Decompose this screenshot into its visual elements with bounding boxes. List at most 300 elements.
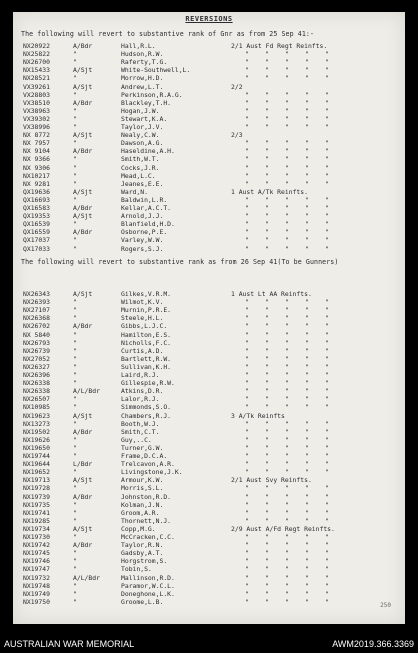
service-number: NX 9281 bbox=[23, 179, 50, 188]
ditto-mark: " bbox=[245, 114, 249, 123]
ditto-mark: " bbox=[325, 244, 329, 253]
roll-entry bbox=[13, 436, 405, 444]
rank: " bbox=[73, 179, 77, 188]
service-number: QX17037 bbox=[23, 236, 50, 245]
roll-entry bbox=[13, 525, 405, 533]
roll-entry bbox=[13, 363, 405, 371]
service-number: NX26343 bbox=[23, 290, 50, 298]
ditto-mark: " bbox=[305, 179, 309, 188]
ditto-mark: " bbox=[245, 123, 249, 131]
service-number: NX26327 bbox=[23, 362, 50, 371]
ditto-mark: " bbox=[265, 387, 269, 396]
rank: " bbox=[73, 362, 77, 371]
service-number: NX26396 bbox=[23, 371, 50, 379]
rank: " bbox=[73, 163, 77, 172]
service-number: QX16583 bbox=[23, 204, 50, 212]
soldier-name: Gillespie,R.W. bbox=[121, 379, 175, 388]
rank: " bbox=[73, 419, 77, 428]
ditto-mark: " bbox=[265, 371, 269, 379]
soldier-name: Laird,R.J. bbox=[121, 371, 160, 379]
rank: A/Sjt bbox=[73, 82, 93, 91]
ditto-mark: " bbox=[285, 236, 289, 245]
roll-entry bbox=[13, 331, 405, 339]
rank: " bbox=[73, 195, 77, 204]
rank: A/Bdr bbox=[73, 147, 93, 156]
roll-entry bbox=[13, 412, 405, 420]
document-page bbox=[13, 12, 405, 624]
ditto-mark: " bbox=[245, 419, 249, 428]
ditto-mark: " bbox=[285, 541, 289, 550]
service-number: NX26700 bbox=[23, 58, 50, 67]
roll-entry bbox=[13, 91, 405, 99]
roll-entry bbox=[13, 245, 405, 253]
ditto-mark: " bbox=[265, 195, 269, 204]
rank: " bbox=[73, 50, 77, 59]
ditto-mark: " bbox=[265, 155, 269, 164]
unit: 2/2 bbox=[231, 82, 243, 91]
ditto-mark: " bbox=[245, 306, 249, 315]
soldier-name: Horgstrom,S. bbox=[121, 557, 168, 566]
ditto-mark: " bbox=[265, 443, 269, 452]
service-number: NX13273 bbox=[23, 419, 50, 428]
service-number: NX19742 bbox=[23, 541, 50, 550]
soldier-name: Frame,D.C.A. bbox=[121, 452, 168, 460]
ditto-mark: " bbox=[285, 90, 289, 99]
ditto-mark: " bbox=[325, 139, 329, 148]
ditto-mark: " bbox=[305, 90, 309, 99]
service-number: NX26393 bbox=[23, 298, 50, 307]
ditto-mark: " bbox=[305, 395, 309, 404]
soldier-name: Nicholls,F.C. bbox=[121, 338, 172, 347]
soldier-name: Osborne,P.E. bbox=[121, 228, 168, 237]
ditto-mark: " bbox=[325, 346, 329, 355]
intro-line-1: The following will revert to substantive rank of Gnr as from 25 Sep 41:- bbox=[21, 30, 315, 38]
soldier-name: Ward,N. bbox=[121, 187, 148, 196]
service-number: NX19749 bbox=[23, 589, 50, 598]
roll-entry bbox=[13, 107, 405, 115]
ditto-mark: " bbox=[285, 492, 289, 501]
ditto-mark: " bbox=[285, 573, 289, 582]
roll-entry bbox=[13, 220, 405, 228]
ditto-mark: " bbox=[245, 508, 249, 517]
ditto-mark: " bbox=[325, 58, 329, 67]
ditto-mark: " bbox=[285, 419, 289, 428]
rank: A/Sjt bbox=[73, 411, 93, 420]
ditto-mark: " bbox=[305, 114, 309, 123]
ditto-mark: " bbox=[325, 155, 329, 164]
ditto-mark: " bbox=[265, 244, 269, 253]
ditto-mark: " bbox=[305, 597, 309, 606]
soldier-name: Mead,L.C. bbox=[121, 171, 156, 180]
ditto-mark: " bbox=[285, 508, 289, 517]
service-number: NX19728 bbox=[23, 484, 50, 493]
ditto-mark: " bbox=[265, 171, 269, 180]
roll-entry bbox=[13, 493, 405, 501]
roll-entry bbox=[13, 115, 405, 123]
ditto-mark: " bbox=[285, 314, 289, 323]
service-number: NX19747 bbox=[23, 565, 50, 574]
ditto-mark: " bbox=[265, 597, 269, 606]
ditto-mark: " bbox=[325, 597, 329, 606]
roll-entry bbox=[13, 236, 405, 244]
rank: " bbox=[73, 597, 77, 606]
ditto-mark: " bbox=[305, 236, 309, 245]
archive-reference: AWM2019.366.3369 bbox=[332, 639, 414, 649]
ditto-mark: " bbox=[265, 516, 269, 525]
soldier-name: Cocks,J.R. bbox=[121, 163, 160, 172]
ditto-mark: " bbox=[285, 387, 289, 396]
ditto-mark: " bbox=[325, 516, 329, 525]
ditto-mark: " bbox=[325, 106, 329, 115]
soldier-name: Groom,A.R. bbox=[121, 508, 160, 517]
ditto-mark: " bbox=[265, 98, 269, 107]
ditto-mark: " bbox=[325, 298, 329, 307]
ditto-mark: " bbox=[245, 212, 249, 221]
ditto-mark: " bbox=[325, 171, 329, 180]
rank: " bbox=[73, 106, 77, 115]
ditto-mark: " bbox=[245, 597, 249, 606]
soldier-name: McCracken,C.C. bbox=[121, 533, 175, 541]
service-number: NX26739 bbox=[23, 346, 50, 355]
ditto-mark: " bbox=[325, 74, 329, 83]
ditto-mark: " bbox=[285, 306, 289, 315]
roll-entry bbox=[13, 444, 405, 452]
soldier-name: Andrew,L.T. bbox=[121, 82, 164, 91]
ditto-mark: " bbox=[285, 533, 289, 541]
ditto-mark: " bbox=[305, 371, 309, 379]
service-number: VX39261 bbox=[23, 82, 50, 91]
ditto-mark: " bbox=[325, 435, 329, 444]
ditto-mark: " bbox=[325, 236, 329, 245]
ditto-mark: " bbox=[265, 314, 269, 323]
ditto-mark: " bbox=[265, 557, 269, 566]
soldier-name: Rogers,S.J. bbox=[121, 244, 164, 253]
ditto-mark: " bbox=[325, 195, 329, 204]
service-number: NX19739 bbox=[23, 492, 50, 501]
ditto-mark: " bbox=[305, 549, 309, 558]
ditto-mark: " bbox=[265, 330, 269, 339]
ditto-mark: " bbox=[305, 155, 309, 164]
ditto-mark: " bbox=[285, 597, 289, 606]
rank: " bbox=[73, 443, 77, 452]
soldier-name: Armour,K.W. bbox=[121, 476, 164, 485]
service-number: NX19652 bbox=[23, 468, 50, 477]
ditto-mark: " bbox=[245, 74, 249, 83]
rank: " bbox=[73, 58, 77, 67]
rank: " bbox=[73, 516, 77, 525]
ditto-mark: " bbox=[325, 427, 329, 436]
rank: " bbox=[73, 589, 77, 598]
ditto-mark: " bbox=[285, 106, 289, 115]
roll-entry bbox=[13, 131, 405, 139]
ditto-mark: " bbox=[245, 371, 249, 379]
soldier-name: Trelcavon,A.R. bbox=[121, 460, 175, 469]
rank: A/Bdr bbox=[73, 322, 93, 331]
service-number: NX 7957 bbox=[23, 139, 50, 148]
ditto-mark: " bbox=[245, 435, 249, 444]
soldier-name: Smith,W.T. bbox=[121, 155, 160, 164]
ditto-mark: " bbox=[265, 468, 269, 477]
roll-entry bbox=[13, 322, 405, 330]
ditto-mark: " bbox=[305, 387, 309, 396]
roll-entry bbox=[13, 387, 405, 395]
ditto-mark: " bbox=[305, 106, 309, 115]
ditto-mark: " bbox=[245, 171, 249, 180]
ditto-mark: " bbox=[305, 427, 309, 436]
roll-entry bbox=[13, 501, 405, 509]
service-number: NX10985 bbox=[23, 403, 50, 412]
ditto-mark: " bbox=[265, 573, 269, 582]
ditto-mark: " bbox=[305, 492, 309, 501]
ditto-mark: " bbox=[285, 443, 289, 452]
roll-entry bbox=[13, 66, 405, 74]
ditto-mark: " bbox=[265, 541, 269, 550]
ditto-mark: " bbox=[245, 387, 249, 396]
ditto-mark: " bbox=[245, 163, 249, 172]
ditto-mark: " bbox=[325, 314, 329, 323]
rank: " bbox=[73, 338, 77, 347]
rank: " bbox=[73, 314, 77, 323]
ditto-mark: " bbox=[245, 314, 249, 323]
rank: " bbox=[73, 123, 77, 131]
ditto-mark: " bbox=[245, 403, 249, 412]
ditto-mark: " bbox=[265, 322, 269, 331]
ditto-mark: " bbox=[285, 516, 289, 525]
soldier-name: Kellar,A.C.T. bbox=[121, 204, 172, 212]
ditto-mark: " bbox=[265, 354, 269, 363]
ditto-mark: " bbox=[305, 195, 309, 204]
service-number: QX19636 bbox=[23, 187, 50, 196]
unit: 2/3 bbox=[231, 131, 243, 140]
ditto-mark: " bbox=[305, 435, 309, 444]
ditto-mark: " bbox=[325, 452, 329, 460]
soldier-name: Arnold,J.J. bbox=[121, 212, 164, 221]
rank: A/Sjt bbox=[73, 66, 93, 75]
ditto-mark: " bbox=[305, 557, 309, 566]
ditto-mark: " bbox=[265, 452, 269, 460]
rank: " bbox=[73, 557, 77, 566]
ditto-mark: " bbox=[245, 50, 249, 59]
ditto-mark: " bbox=[245, 155, 249, 164]
ditto-mark: " bbox=[245, 244, 249, 253]
rank: A/Sjt bbox=[73, 476, 93, 485]
ditto-mark: " bbox=[285, 123, 289, 131]
ditto-mark: " bbox=[325, 541, 329, 550]
ditto-mark: " bbox=[265, 179, 269, 188]
soldier-name: Dawson,A.G. bbox=[121, 139, 164, 148]
ditto-mark: " bbox=[285, 98, 289, 107]
service-number: VX39302 bbox=[23, 114, 50, 123]
roll-entry bbox=[13, 582, 405, 590]
service-number: QX16693 bbox=[23, 195, 50, 204]
ditto-mark: " bbox=[285, 66, 289, 75]
soldier-name: Gilkes,V.R.M. bbox=[121, 290, 172, 298]
ditto-mark: " bbox=[325, 371, 329, 379]
roll-entry bbox=[13, 574, 405, 582]
ditto-mark: " bbox=[305, 58, 309, 67]
ditto-mark: " bbox=[305, 508, 309, 517]
rank: " bbox=[73, 565, 77, 574]
rank: " bbox=[73, 354, 77, 363]
soldier-name: Steele,H.L. bbox=[121, 314, 164, 323]
rank: " bbox=[73, 236, 77, 245]
service-number: VX38510 bbox=[23, 98, 50, 107]
ditto-mark: " bbox=[305, 516, 309, 525]
ditto-mark: " bbox=[265, 338, 269, 347]
rank: " bbox=[73, 549, 77, 558]
ditto-mark: " bbox=[265, 403, 269, 412]
service-number: NX27107 bbox=[23, 306, 50, 315]
unit: 2/1 Aust Fd Regt Reinfts. bbox=[231, 42, 328, 50]
roll-entry bbox=[13, 420, 405, 428]
service-number: VX38996 bbox=[23, 123, 50, 131]
ditto-mark: " bbox=[245, 220, 249, 229]
ditto-mark: " bbox=[305, 468, 309, 477]
roll-entry bbox=[13, 123, 405, 131]
service-number: NX26702 bbox=[23, 322, 50, 331]
rank: " bbox=[73, 220, 77, 229]
rank: A/L/Bdr bbox=[73, 573, 100, 582]
rank: " bbox=[73, 500, 77, 509]
ditto-mark: " bbox=[325, 508, 329, 517]
roll-entry bbox=[13, 549, 405, 557]
rank: A/Bdr bbox=[73, 492, 93, 501]
soldier-name: Copp,M.G. bbox=[121, 524, 156, 533]
roll-entry bbox=[13, 314, 405, 322]
ditto-mark: " bbox=[265, 236, 269, 245]
ditto-mark: " bbox=[245, 298, 249, 307]
ditto-mark: " bbox=[305, 147, 309, 156]
ditto-mark: " bbox=[265, 220, 269, 229]
ditto-mark: " bbox=[305, 139, 309, 148]
ditto-mark: " bbox=[265, 533, 269, 541]
ditto-mark: " bbox=[285, 589, 289, 598]
ditto-mark: " bbox=[285, 322, 289, 331]
soldier-name: Curtis,A.D. bbox=[121, 346, 164, 355]
ditto-mark: " bbox=[285, 139, 289, 148]
soldier-name: Perkinson,R.A.G. bbox=[121, 90, 183, 99]
ditto-mark: " bbox=[245, 565, 249, 574]
ditto-mark: " bbox=[285, 58, 289, 67]
roll-entry bbox=[13, 468, 405, 476]
rank: " bbox=[73, 371, 77, 379]
ditto-mark: " bbox=[265, 395, 269, 404]
service-number: NX19732 bbox=[23, 573, 50, 582]
ditto-mark: " bbox=[245, 147, 249, 156]
rank: A/Sjt bbox=[73, 212, 93, 221]
ditto-mark: " bbox=[285, 204, 289, 212]
soldier-name: Hamilton,E.S. bbox=[121, 330, 172, 339]
rank: " bbox=[73, 171, 77, 180]
service-number: NX 9306 bbox=[23, 163, 50, 172]
ditto-mark: " bbox=[305, 500, 309, 509]
ditto-mark: " bbox=[305, 330, 309, 339]
roll-entry bbox=[13, 172, 405, 180]
rank: A/Sjt bbox=[73, 131, 93, 140]
ditto-mark: " bbox=[285, 549, 289, 558]
ditto-mark: " bbox=[325, 581, 329, 590]
ditto-mark: " bbox=[265, 106, 269, 115]
ditto-mark: " bbox=[305, 50, 309, 59]
ditto-mark: " bbox=[265, 90, 269, 99]
ditto-mark: " bbox=[245, 460, 249, 469]
ditto-mark: " bbox=[245, 338, 249, 347]
ditto-mark: " bbox=[305, 298, 309, 307]
soldier-name: Blanfield,H.D. bbox=[121, 220, 175, 229]
ditto-mark: " bbox=[305, 74, 309, 83]
ditto-mark: " bbox=[245, 533, 249, 541]
roll-entry bbox=[13, 290, 405, 298]
service-number: VX38963 bbox=[23, 106, 50, 115]
service-number: NX26793 bbox=[23, 338, 50, 347]
service-number: NX27052 bbox=[23, 354, 50, 363]
roll-entry bbox=[13, 428, 405, 436]
ditto-mark: " bbox=[265, 508, 269, 517]
ditto-mark: " bbox=[265, 589, 269, 598]
rank: " bbox=[73, 298, 77, 307]
roll-entry bbox=[13, 509, 405, 517]
ditto-mark: " bbox=[305, 322, 309, 331]
roll-entry bbox=[13, 355, 405, 363]
roll-entry bbox=[13, 164, 405, 172]
soldier-name: Thornett,N.J. bbox=[121, 516, 172, 525]
ditto-mark: " bbox=[325, 98, 329, 107]
ditto-mark: " bbox=[305, 306, 309, 315]
ditto-mark: " bbox=[245, 66, 249, 75]
rank: A/Sjt bbox=[73, 524, 93, 533]
rank: " bbox=[73, 452, 77, 460]
ditto-mark: " bbox=[265, 66, 269, 75]
ditto-mark: " bbox=[285, 557, 289, 566]
ditto-mark: " bbox=[325, 50, 329, 59]
soldier-name: Baldwin,L.R. bbox=[121, 195, 168, 204]
service-number: NX19734 bbox=[23, 524, 50, 533]
soldier-name: Kolman,J.N. bbox=[121, 500, 164, 509]
soldier-name: Johnston,R.D. bbox=[121, 492, 172, 501]
unit: 1 Aust Lt AA Reinfts. bbox=[231, 290, 312, 298]
ditto-mark: " bbox=[285, 74, 289, 83]
ditto-mark: " bbox=[285, 435, 289, 444]
ditto-mark: " bbox=[325, 123, 329, 131]
ditto-mark: " bbox=[245, 106, 249, 115]
soldier-name: Wilmot,K.V. bbox=[121, 298, 164, 307]
ditto-mark: " bbox=[285, 212, 289, 221]
soldier-name: White-Southwell,L. bbox=[121, 66, 191, 75]
rank: " bbox=[73, 581, 77, 590]
ditto-mark: " bbox=[265, 306, 269, 315]
soldier-name: Taylor,J.V. bbox=[121, 123, 164, 131]
soldier-name: Mallinson,R.D. bbox=[121, 573, 175, 582]
intro-line-2: The following will revert to substantive rank as from 26 Sep 41(To be Gunners) bbox=[21, 258, 339, 266]
service-number: NX19741 bbox=[23, 508, 50, 517]
ditto-mark: " bbox=[265, 379, 269, 388]
ditto-mark: " bbox=[245, 452, 249, 460]
ditto-mark: " bbox=[285, 452, 289, 460]
service-number: NX19285 bbox=[23, 516, 50, 525]
ditto-mark: " bbox=[305, 163, 309, 172]
rank: " bbox=[73, 74, 77, 83]
ditto-mark: " bbox=[325, 338, 329, 347]
ditto-mark: " bbox=[325, 484, 329, 493]
ditto-mark: " bbox=[325, 460, 329, 469]
soldier-name: Simmonds,S.O. bbox=[121, 403, 172, 412]
ditto-mark: " bbox=[325, 330, 329, 339]
ditto-mark: " bbox=[305, 338, 309, 347]
ditto-mark: " bbox=[305, 541, 309, 550]
roll-entry bbox=[13, 379, 405, 387]
ditto-mark: " bbox=[305, 98, 309, 107]
rank: A/Bdr bbox=[73, 204, 93, 212]
